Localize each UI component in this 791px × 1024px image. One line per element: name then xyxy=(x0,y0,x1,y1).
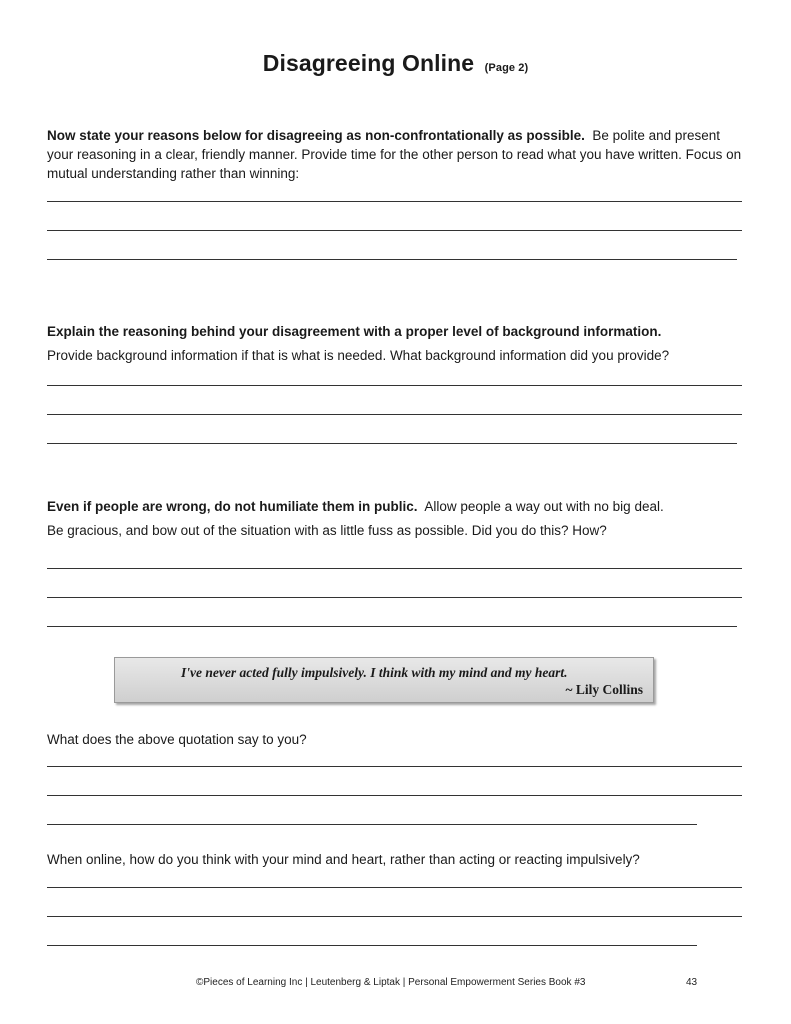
footer-credit: ©Pieces of Learning Inc | Leutenberg & Liptak | Personal Empowerment Series Book #3 xyxy=(196,977,586,988)
section-2-heading xyxy=(47,322,747,341)
answer-line[interactable] xyxy=(47,766,742,767)
answer-line[interactable] xyxy=(47,259,737,260)
answer-line[interactable] xyxy=(47,916,742,917)
section-3-bold: Even if people are wrong, do not humiliate them in public. xyxy=(47,499,418,514)
title-sub: (Page 2) xyxy=(484,62,529,74)
answer-line[interactable] xyxy=(47,414,742,415)
answer-line[interactable] xyxy=(47,795,742,796)
answer-line[interactable] xyxy=(47,945,697,946)
answer-line[interactable] xyxy=(47,201,742,202)
question-2: When online, how do you think with your mind and heart, rather than acting or reacting impulsively? xyxy=(47,852,640,867)
section-3-text-2: Be gracious, and bow out of the situation with as little fuss as possible. Did you do this? How? xyxy=(47,523,607,538)
question-1: What does the above quotation say to you? xyxy=(47,732,307,747)
section-1-text: Be polite and present your reasoning in a clear, friendly manner. Provide time for the other person to read what you have written. Focus on mutual understanding rather than winning: xyxy=(47,128,742,181)
answer-line[interactable] xyxy=(47,887,742,888)
answer-line[interactable] xyxy=(47,568,742,569)
answer-line[interactable] xyxy=(47,597,742,598)
answer-line[interactable] xyxy=(47,626,737,627)
section-2-text: Provide background information if that is what is needed. What background information did you provide? xyxy=(47,348,670,363)
section-2-bold: Explain the reasoning behind your disagreement with a proper level of background information. xyxy=(47,324,662,339)
section-3-text-1: Allow people a way out with no big deal. xyxy=(424,499,664,514)
title-main: Disagreeing Online xyxy=(262,50,475,76)
quote-author: ~ Lily Collins xyxy=(565,682,643,697)
answer-line[interactable] xyxy=(47,824,697,825)
answer-line[interactable] xyxy=(47,443,737,444)
answer-line[interactable] xyxy=(47,385,742,386)
answer-line[interactable] xyxy=(47,230,742,231)
quote-box xyxy=(114,657,654,703)
page-title xyxy=(0,50,791,77)
section-1-bold: Now state your reasons below for disagreeing as non-confrontationally as possible. xyxy=(47,128,585,143)
quote-text: I've never acted fully impulsively. I think with my mind and my heart. xyxy=(181,665,568,680)
page-number: 43 xyxy=(686,977,698,988)
section-3-prompt xyxy=(47,497,747,516)
section-1-prompt xyxy=(47,126,747,183)
